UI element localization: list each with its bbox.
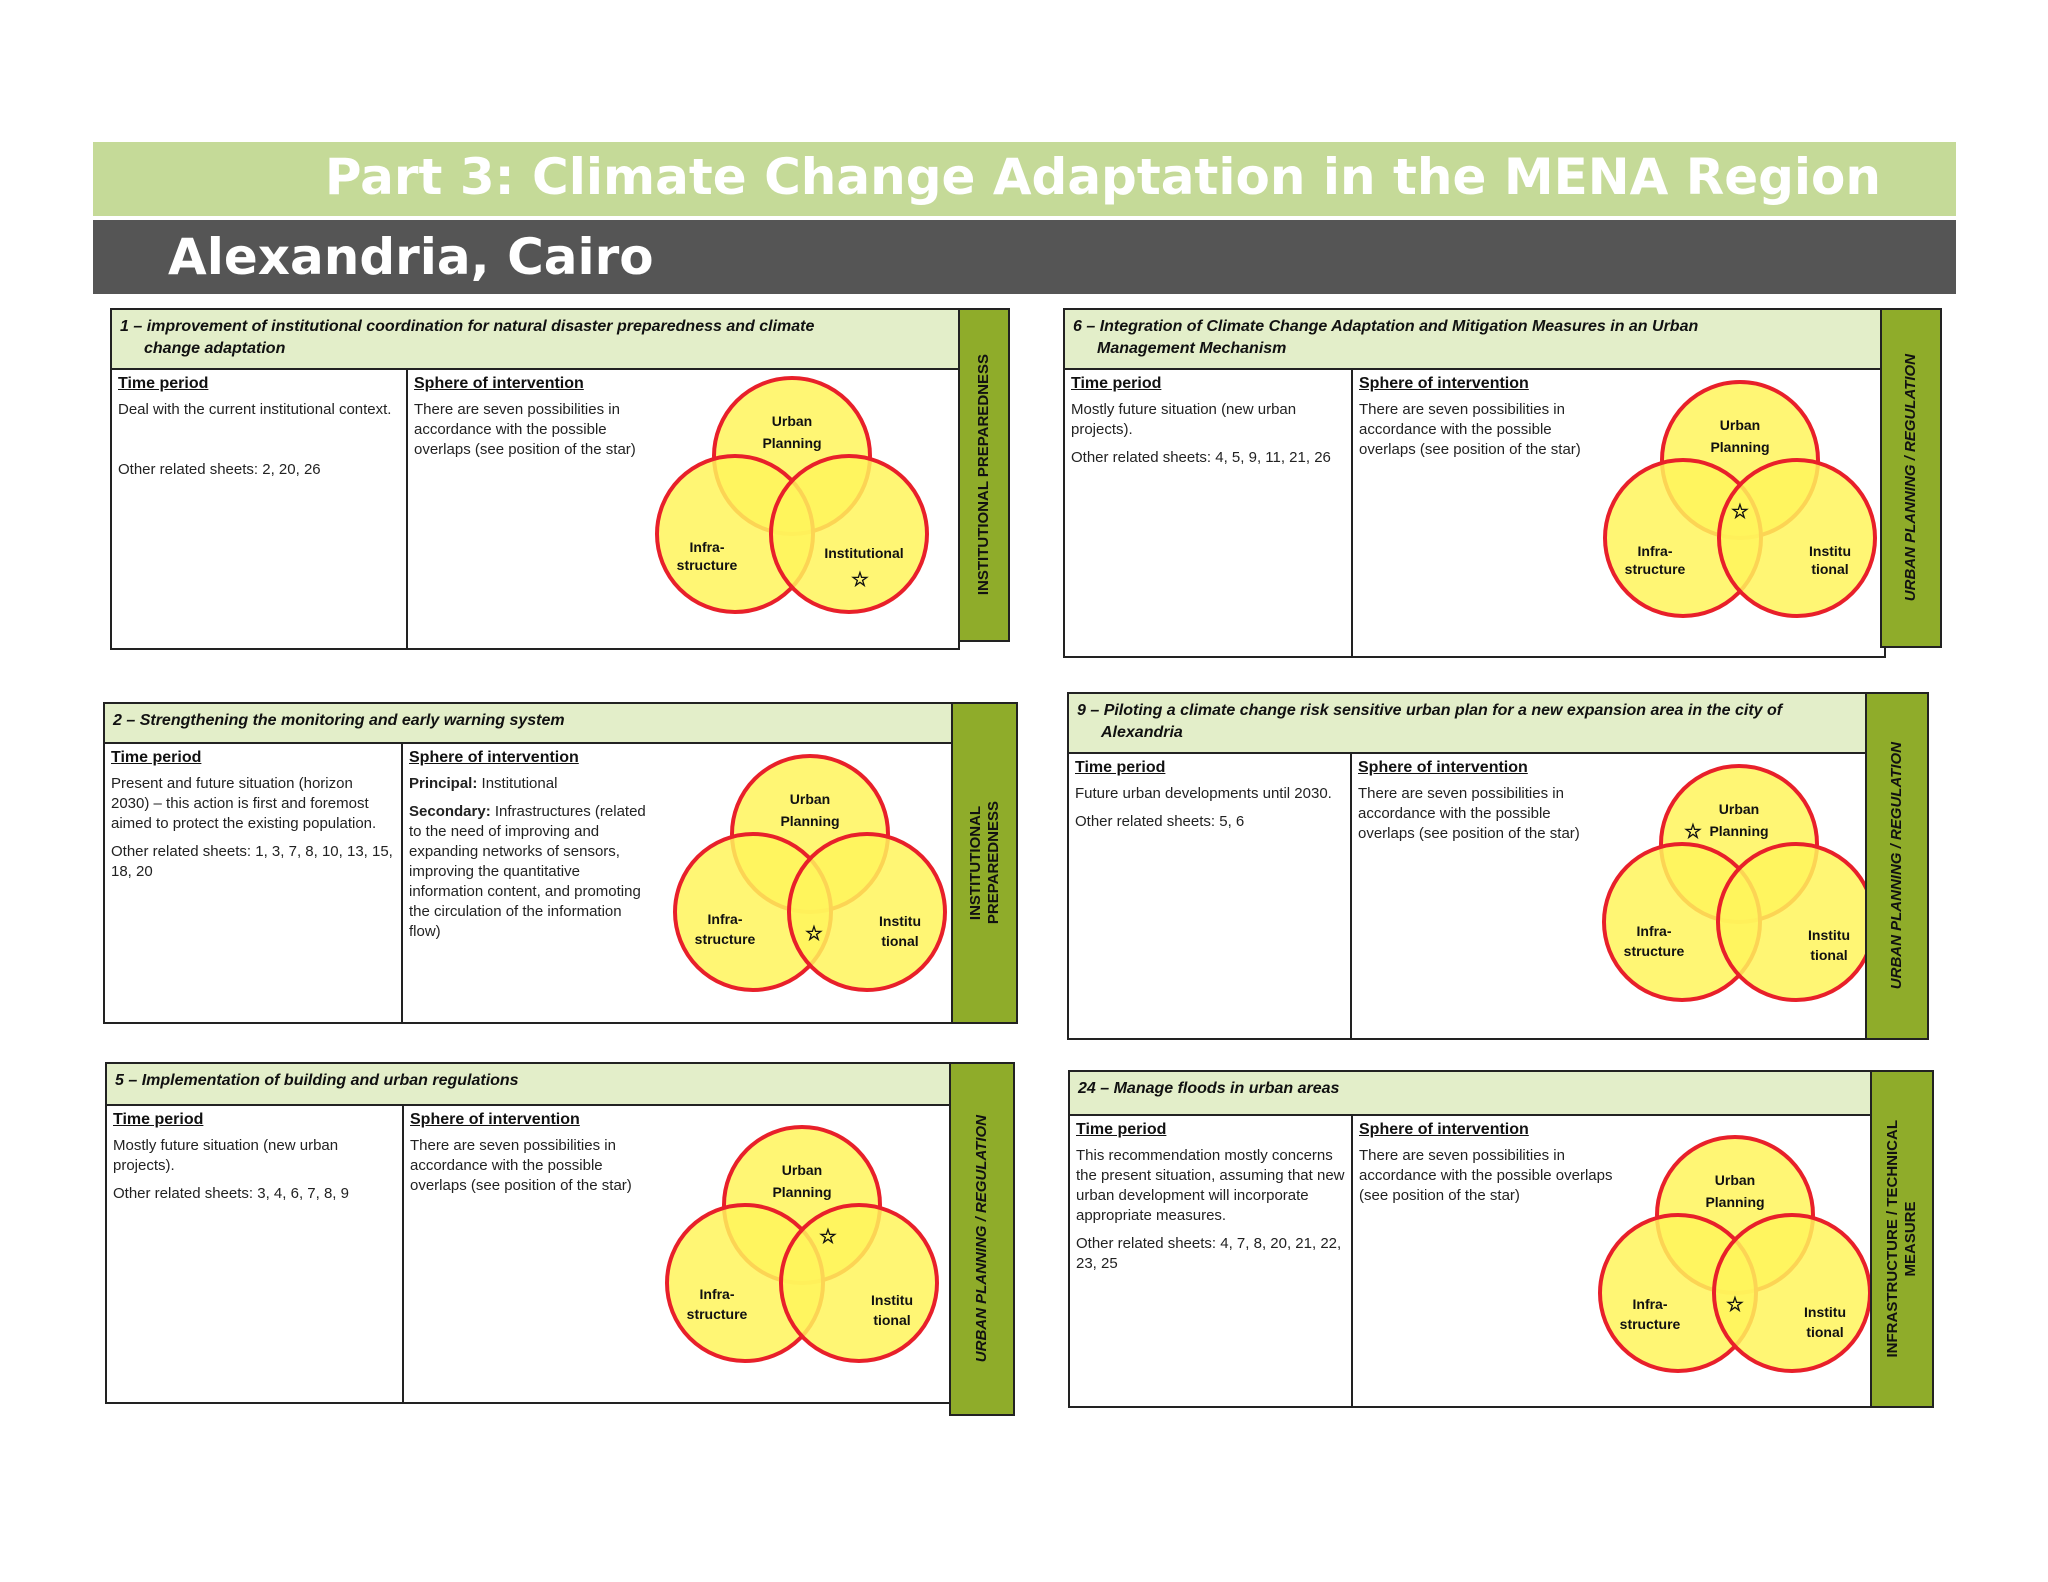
part-title: Part 3: Climate Change Adaptation in the MENA Region bbox=[324, 148, 1881, 206]
venn-label-tional: tional bbox=[1810, 947, 1848, 963]
sphere-text: There are seven possibilities in accordance with the possible overlaps (see position of the star) bbox=[414, 401, 636, 458]
card-title: 5 – Implementation of building and urban regulations bbox=[105, 1062, 951, 1106]
time-period-text: Future urban developments until 2030. bbox=[1075, 785, 1332, 802]
venn-label-planning: Planning bbox=[772, 1184, 832, 1200]
sphere-column bbox=[1352, 752, 1602, 1038]
category-sidebar: INFRASTRUCTURE / TECHNICAL MEASURE bbox=[1870, 1070, 1934, 1408]
card-body bbox=[1067, 752, 1867, 1040]
venn-label-planning: Planning bbox=[780, 813, 840, 829]
part-title-banner bbox=[93, 142, 1956, 216]
related-sheets: Other related sheets: 4, 7, 8, 20, 21, 22, 23, 25 bbox=[1076, 1235, 1342, 1272]
venn-label-infra: Infra- bbox=[707, 911, 743, 927]
venn-label-structure: structure bbox=[676, 557, 738, 573]
sphere-column bbox=[408, 368, 658, 648]
card-24-manage-floods bbox=[1068, 1070, 1934, 1408]
venn-label-planning: Planning bbox=[1710, 439, 1770, 455]
venn-diagram bbox=[1590, 380, 1890, 620]
time-period-column bbox=[1070, 1114, 1353, 1406]
category-sidebar: INSTITUTIONAL PREPAREDNESS bbox=[951, 702, 1018, 1024]
venn-label-tional: tional bbox=[873, 1312, 911, 1328]
star-marker: ☆ bbox=[819, 1226, 837, 1248]
sphere-text: There are seven possibilities in accordance with the possible overlaps (see position of the star) bbox=[1359, 401, 1581, 458]
venn-diagram bbox=[660, 754, 960, 994]
category-sidebar: URBAN PLANNING / REGULATION bbox=[1880, 308, 1942, 648]
card-title: 1 – improvement of institutional coordination for natural disaster preparedness and climate change adaptation bbox=[110, 308, 960, 370]
card-1-institutional-coordination bbox=[110, 308, 1010, 656]
venn-label-planning: Planning bbox=[762, 435, 822, 451]
star-marker: ☆ bbox=[1726, 1294, 1744, 1316]
time-period-column bbox=[107, 1104, 404, 1402]
sphere-column bbox=[403, 742, 653, 1022]
venn-label-institu: Institu bbox=[879, 913, 921, 929]
subtitle-banner bbox=[93, 220, 1956, 294]
card-title: 6 – Integration of Climate Change Adaptation and Mitigation Measures in an Urban Management Mechanism bbox=[1063, 308, 1886, 370]
venn-label-tional: tional bbox=[881, 933, 919, 949]
time-period-column bbox=[1065, 368, 1353, 656]
sphere-column bbox=[1353, 1114, 1623, 1406]
sphere-column bbox=[404, 1104, 664, 1402]
card-2-monitoring-early-warning bbox=[103, 702, 1018, 1024]
card-body bbox=[103, 742, 953, 1024]
venn-label-urban: Urban bbox=[1719, 417, 1761, 433]
time-period-column bbox=[1069, 752, 1352, 1038]
card-body bbox=[1068, 1114, 1872, 1408]
venn-label-structure: structure bbox=[1624, 561, 1686, 577]
sphere-header: Sphere of intervention bbox=[410, 1111, 580, 1128]
category-sidebar: URBAN PLANNING / REGULATION bbox=[949, 1062, 1015, 1416]
related-sheets: Other related sheets: 5, 6 bbox=[1075, 813, 1245, 830]
card-6-urban-management-mechanism bbox=[1063, 308, 1946, 656]
time-period-header: Time period bbox=[113, 1111, 204, 1128]
venn-label-infra: Infra- bbox=[1637, 543, 1673, 559]
sphere-text: There are seven possibilities in accordance with the possible overlaps (see position of the star) bbox=[1359, 1147, 1613, 1204]
related-sheets: Other related sheets: 3, 4, 6, 7, 8, 9 bbox=[113, 1185, 349, 1202]
venn-label-infra: Infra- bbox=[1632, 1296, 1668, 1312]
venn-label-tional: tional bbox=[1806, 1324, 1844, 1340]
time-period-text: Mostly future situation (new urban projects). bbox=[1071, 401, 1297, 438]
venn-diagram bbox=[642, 376, 942, 616]
venn-label-tional: tional bbox=[1811, 561, 1849, 577]
venn-label-infra: Infra- bbox=[699, 1286, 735, 1302]
venn-label-planning: Planning bbox=[1705, 1194, 1765, 1210]
venn-diagram bbox=[1589, 764, 1889, 1004]
venn-label-institu: Institu bbox=[1804, 1304, 1846, 1320]
related-sheets: Other related sheets: 2, 20, 26 bbox=[118, 461, 321, 478]
card-title: 24 – Manage floods in urban areas bbox=[1068, 1070, 1872, 1116]
time-period-header: Time period bbox=[111, 749, 202, 766]
time-period-text: Deal with the current institutional context. bbox=[118, 401, 392, 418]
card-body bbox=[105, 1104, 951, 1404]
card-title: 9 – Piloting a climate change risk sensitive urban plan for a new expansion area in the city of Alexandria bbox=[1067, 692, 1867, 754]
sphere-header: Sphere of intervention bbox=[1359, 375, 1529, 392]
venn-label-institu: Institu bbox=[1809, 543, 1851, 559]
sphere-header: Sphere of intervention bbox=[1359, 1121, 1529, 1138]
sphere-header: Sphere of intervention bbox=[409, 749, 579, 766]
time-period-header: Time period bbox=[1071, 375, 1162, 392]
secondary-line: Secondary: Infrastructures (related to the need of improving and expanding networks of sensors, improving the quantitative information content, and promoting the circulation of the information flow) bbox=[409, 803, 646, 940]
time-period-column bbox=[105, 742, 403, 1022]
star-marker: ☆ bbox=[851, 569, 869, 591]
venn-label-institutional: Institutional bbox=[824, 545, 904, 561]
venn-diagram bbox=[652, 1120, 952, 1370]
venn-label-structure: structure bbox=[686, 1306, 748, 1322]
card-5-building-urban-regulations bbox=[105, 1062, 1018, 1416]
time-period-header: Time period bbox=[118, 375, 209, 392]
venn-label-structure: structure bbox=[1619, 1316, 1681, 1332]
time-period-text: Mostly future situation (new urban projects). bbox=[113, 1137, 339, 1174]
card-body bbox=[1063, 368, 1886, 658]
venn-label-urban: Urban bbox=[1718, 801, 1760, 817]
card-9-risk-sensitive-urban-plan bbox=[1067, 692, 1929, 1040]
time-period-column bbox=[112, 368, 408, 648]
time-period-text: Present and future situation (horizon 2030) – this action is first and foremost aimed to protect the existing population. bbox=[111, 775, 377, 832]
venn-label-infra: Infra- bbox=[689, 539, 725, 555]
venn-label-urban: Urban bbox=[771, 413, 813, 429]
time-period-header: Time period bbox=[1076, 1121, 1167, 1138]
venn-label-institu: Institu bbox=[1808, 927, 1850, 943]
category-sidebar: INSTITUTIONAL PREPAREDNESS bbox=[958, 308, 1010, 642]
city-subtitle: Alexandria, Cairo bbox=[168, 228, 654, 286]
card-body bbox=[110, 368, 960, 650]
venn-label-institu: Institu bbox=[871, 1292, 913, 1308]
star-marker: ☆ bbox=[1731, 501, 1749, 523]
sphere-text: There are seven possibilities in accordance with the possible overlaps (see position of the star) bbox=[410, 1137, 632, 1194]
sphere-column bbox=[1353, 368, 1603, 656]
venn-label-structure: structure bbox=[1623, 943, 1685, 959]
venn-label-urban: Urban bbox=[781, 1162, 823, 1178]
category-sidebar: URBAN PLANNING / REGULATION bbox=[1865, 692, 1929, 1040]
star-marker: ☆ bbox=[1684, 821, 1702, 843]
time-period-header: Time period bbox=[1075, 759, 1166, 776]
card-title: 2 – Strengthening the monitoring and early warning system bbox=[103, 702, 953, 744]
related-sheets: Other related sheets: 4, 5, 9, 11, 21, 26 bbox=[1071, 449, 1331, 466]
sphere-header: Sphere of intervention bbox=[414, 375, 584, 392]
venn-label-urban: Urban bbox=[1714, 1172, 1756, 1188]
principal-line: Principal: Institutional bbox=[409, 775, 558, 792]
venn-label-infra: Infra- bbox=[1636, 923, 1672, 939]
sphere-header: Sphere of intervention bbox=[1358, 759, 1528, 776]
time-period-text: This recommendation mostly concerns the present situation, assuming that new urban development will incorporate appropriate measures. bbox=[1076, 1147, 1345, 1224]
venn-diagram bbox=[1585, 1130, 1885, 1380]
venn-label-urban: Urban bbox=[789, 791, 831, 807]
venn-label-planning: Planning bbox=[1709, 823, 1769, 839]
related-sheets: Other related sheets: 1, 3, 7, 8, 10, 13, 15, 18, 20 bbox=[111, 843, 393, 880]
star-marker: ☆ bbox=[805, 923, 823, 945]
venn-label-structure: structure bbox=[694, 931, 756, 947]
sphere-text: There are seven possibilities in accordance with the possible overlaps (see position of the star) bbox=[1358, 785, 1580, 842]
